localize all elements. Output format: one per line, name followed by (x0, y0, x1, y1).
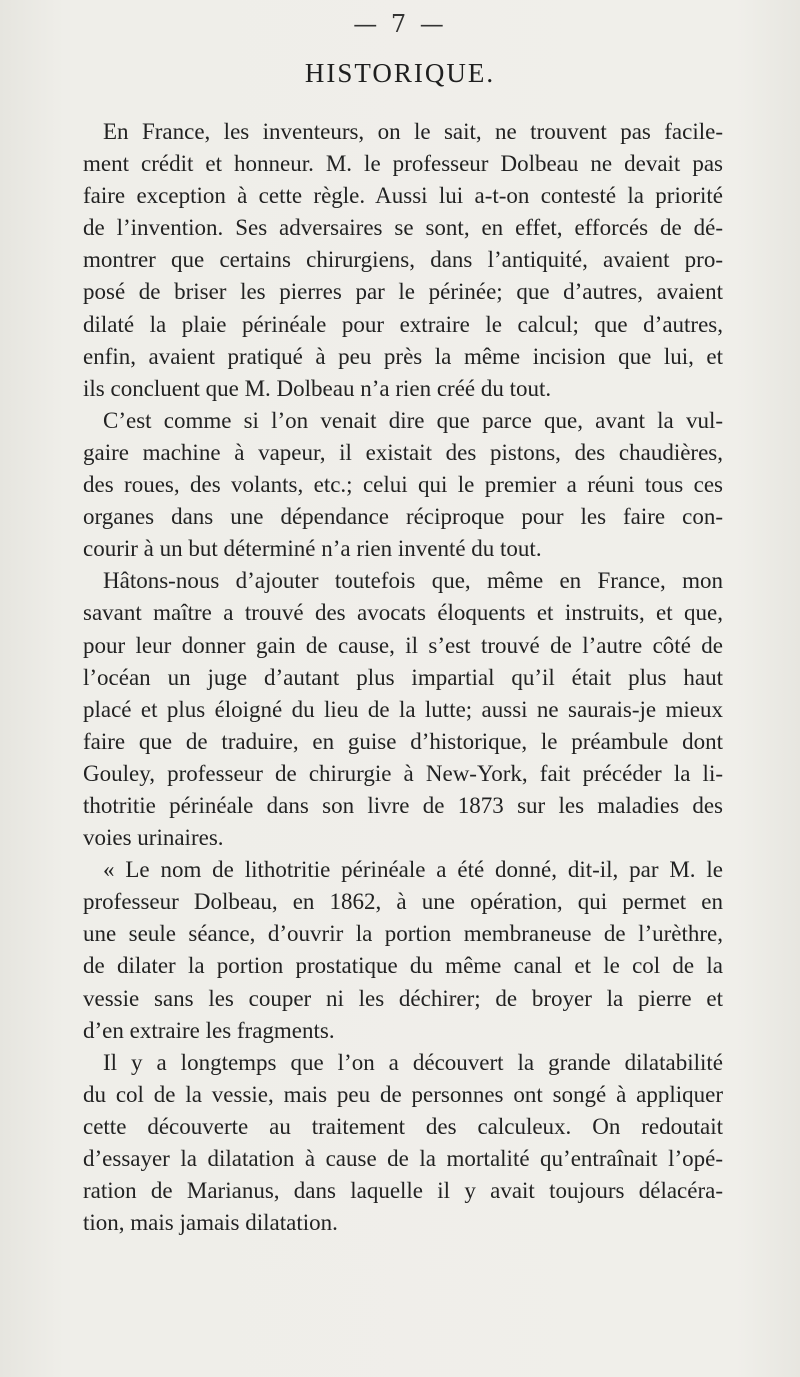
text-line: placé et plus éloigné du lieu de la lutte; aussi ne saurais-je mieux (83, 696, 723, 722)
text-line: savant maître a trouvé des avocats éloquents et instruits, et que, (83, 600, 723, 626)
text-line: du col de la vessie, mais peu de personnes ont songé à appliquer (83, 1081, 723, 1107)
text-line: posé de briser les pierres par le périnée; que d’autres, avaient (83, 279, 723, 305)
text-line: C’est comme si l’on venait dire que parce que, avant la vul- (103, 407, 723, 433)
text-line: courir à un but déterminé n’a rien inventé du tout. (83, 536, 542, 562)
section-title: HISTORIQUE. (304, 58, 496, 88)
page-number: — 7 — (353, 10, 447, 38)
text-line: Gouley, professeur de chirurgie à New-York, fait précéder la li- (83, 760, 723, 786)
text-line: ment crédit et honneur. M. le professeur Dolbeau ne devait pas (83, 151, 723, 177)
text-line: enfin, avaient pratiqué à peu près la même incision que lui, et (83, 343, 723, 369)
text-line: d’en extraire les fragments. (83, 1017, 335, 1043)
body-text (83, 116, 723, 1239)
text-line: l’océan un juge d’autant plus impartial qu’il était plus haut (83, 664, 723, 690)
text-line: de dilater la portion prostatique du même canal et le col de la (83, 953, 723, 979)
text-line: ils concluent que M. Dolbeau n’a rien créé du tout. (83, 375, 552, 401)
text-line: vessie sans les couper ni les déchirer; de broyer la pierre et (83, 985, 723, 1011)
text-line: organes dans une dépendance réciproque pour les faire con- (83, 504, 723, 530)
text-line: voies urinaires. (83, 825, 224, 851)
text-line: des roues, des volants, etc.; celui qui le premier a réuni tous ces (83, 472, 723, 498)
text-line: ration de Marianus, dans laquelle il y avait toujours délacéra- (83, 1178, 723, 1204)
text-line: faire exception à cette règle. Aussi lui a-t-on contesté la priorité (83, 183, 723, 209)
text-line: tion, mais jamais dilatation. (83, 1210, 338, 1236)
text-line: thotritie périnéale dans son livre de 1873 sur les maladies des (83, 792, 723, 818)
text-line: Hâtons-nous d’ajouter toutefois que, même en France, mon (103, 568, 723, 594)
text-line: dilaté la plaie périnéale pour extraire le calcul; que d’autres, (83, 311, 723, 337)
text-line: cette découverte au traitement des calculeux. On redoutait (83, 1113, 723, 1139)
text-line: « Le nom de lithotritie périnéale a été donné, dit-il, par M. le (103, 857, 723, 883)
text-line: Il y a longtemps que l’on a découvert la grande dilatabilité (103, 1049, 723, 1075)
text-line: pour leur donner gain de cause, il s’est trouvé de l’autre côté de (83, 632, 723, 658)
text-line: d’essayer la dilatation à cause de la mortalité qu’entraînait l’opé- (83, 1146, 723, 1171)
text-line: En France, les inventeurs, on le sait, ne trouvent pas facile- (103, 119, 723, 144)
text-line: une seule séance, d’ouvrir la portion membraneuse de l’urèthre, (83, 921, 723, 947)
text-line: de l’invention. Ses adversaires se sont, en effet, efforcés de dé- (83, 215, 723, 241)
text-line: professeur Dolbeau, en 1862, à une opération, qui permet en (83, 889, 723, 915)
text-line: montrer que certains chirurgiens, dans l’antiquité, avaient pro- (83, 247, 723, 273)
text-line: gaire machine à vapeur, il existait des pistons, des chaudières, (83, 439, 723, 465)
text-line: faire que de traduire, en guise d’historique, le préambule dont (83, 728, 723, 754)
